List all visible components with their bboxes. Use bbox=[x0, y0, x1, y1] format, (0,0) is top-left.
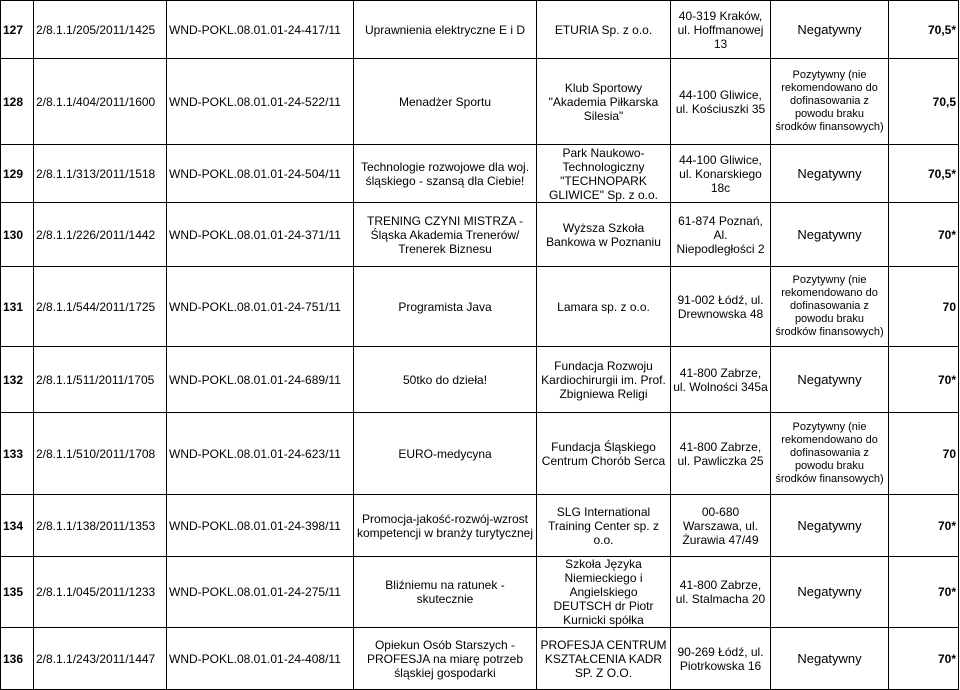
row-number: 127 bbox=[1, 1, 34, 59]
applicant-name: Fundacja Śląskiego Centrum Chorób Serca bbox=[537, 413, 671, 495]
application-code: 2/8.1.1/138/2011/1353 bbox=[34, 495, 167, 557]
score-value: 70* bbox=[889, 203, 959, 267]
project-number: WND-POKL.08.01.01-24-751/11 bbox=[167, 267, 354, 347]
score-value: 70* bbox=[889, 347, 959, 413]
project-title: Menadżer Sportu bbox=[354, 59, 537, 145]
project-title: Programista Java bbox=[354, 267, 537, 347]
status-badge: Negatywny bbox=[771, 628, 889, 690]
applicant-address: 00-680 Warszawa, ul. Żurawia 47/49 bbox=[671, 495, 771, 557]
row-number: 131 bbox=[1, 267, 34, 347]
applicant-name: Klub Sportowy "Akademia Piłkarska Silesia" bbox=[537, 59, 671, 145]
table-row bbox=[1, 557, 959, 628]
status-badge: Negatywny bbox=[771, 347, 889, 413]
status-badge: Negatywny bbox=[771, 495, 889, 557]
status-badge: Pozytywny (nie rekomendowano do dofinasowania z powodu braku środków finansowych) bbox=[771, 267, 889, 347]
applicant-address: 44-100 Gliwice, ul. Konarskiego 18c bbox=[671, 145, 771, 203]
project-title: Technologie rozwojowe dla woj. śląskiego - szansą dla Ciebie! bbox=[354, 145, 537, 203]
applicant-name: SLG International Training Center sp. z o.o. bbox=[537, 495, 671, 557]
score-value: 70,5* bbox=[889, 1, 959, 59]
project-number: WND-POKL.08.01.01-24-398/11 bbox=[167, 495, 354, 557]
row-number: 129 bbox=[1, 145, 34, 203]
applicant-name: Fundacja Rozwoju Kardiochirurgii im. Prof. Zbigniewa Religi bbox=[537, 347, 671, 413]
table-row bbox=[1, 203, 959, 267]
table-row bbox=[1, 495, 959, 557]
score-value: 70 bbox=[889, 413, 959, 495]
applicant-address: 44-100 Gliwice, ul. Kościuszki 35 bbox=[671, 59, 771, 145]
application-code: 2/8.1.1/313/2011/1518 bbox=[34, 145, 167, 203]
applicant-address: 40-319 Kraków, ul. Hoffmanowej 13 bbox=[671, 1, 771, 59]
project-number: WND-POKL.08.01.01-24-504/11 bbox=[167, 145, 354, 203]
project-title: EURO-medycyna bbox=[354, 413, 537, 495]
table-row bbox=[1, 59, 959, 145]
application-code: 2/8.1.1/544/2011/1725 bbox=[34, 267, 167, 347]
project-title: Opiekun Osób Starszych - PROFESJA na miarę potrzeb śląskiej gospodarki bbox=[354, 628, 537, 690]
row-number: 128 bbox=[1, 59, 34, 145]
row-number: 132 bbox=[1, 347, 34, 413]
score-value: 70* bbox=[889, 628, 959, 690]
project-number: WND-POKL.08.01.01-24-522/11 bbox=[167, 59, 354, 145]
table-row bbox=[1, 267, 959, 347]
applicant-name: PROFESJA CENTRUM KSZTAŁCENIA KADR SP. Z O.O. bbox=[537, 628, 671, 690]
application-code: 2/8.1.1/243/2011/1447 bbox=[34, 628, 167, 690]
project-number: WND-POKL.08.01.01-24-275/11 bbox=[167, 557, 354, 628]
row-number: 136 bbox=[1, 628, 34, 690]
application-code: 2/8.1.1/510/2011/1708 bbox=[34, 413, 167, 495]
applicant-address: 41-800 Zabrze, ul. Wolności 345a bbox=[671, 347, 771, 413]
application-code: 2/8.1.1/404/2011/1600 bbox=[34, 59, 167, 145]
project-number: WND-POKL.08.01.01-24-417/11 bbox=[167, 1, 354, 59]
applicant-name: ETURIA Sp. z o.o. bbox=[537, 1, 671, 59]
application-code: 2/8.1.1/045/2011/1233 bbox=[34, 557, 167, 628]
score-value: 70,5* bbox=[889, 145, 959, 203]
application-code: 2/8.1.1/511/2011/1705 bbox=[34, 347, 167, 413]
status-badge: Pozytywny (nie rekomendowano do dofinasowania z powodu braku środków finansowych) bbox=[771, 59, 889, 145]
table-row bbox=[1, 347, 959, 413]
status-badge: Negatywny bbox=[771, 203, 889, 267]
project-number: WND-POKL.08.01.01-24-623/11 bbox=[167, 413, 354, 495]
application-code: 2/8.1.1/205/2011/1425 bbox=[34, 1, 167, 59]
applicant-address: 91-002 Łódź, ul. Drewnowska 48 bbox=[671, 267, 771, 347]
applicant-name: Wyższa Szkoła Bankowa w Poznaniu bbox=[537, 203, 671, 267]
score-value: 70,5 bbox=[889, 59, 959, 145]
row-number: 135 bbox=[1, 557, 34, 628]
table-row bbox=[1, 413, 959, 495]
status-badge: Negatywny bbox=[771, 145, 889, 203]
status-badge: Negatywny bbox=[771, 557, 889, 628]
applicant-name: Lamara sp. z o.o. bbox=[537, 267, 671, 347]
applicant-address: 90-269 Łódź, ul. Piotrkowska 16 bbox=[671, 628, 771, 690]
application-code: 2/8.1.1/226/2011/1442 bbox=[34, 203, 167, 267]
project-title: Uprawnienia elektryczne E i D bbox=[354, 1, 537, 59]
project-number: WND-POKL.08.01.01-24-371/11 bbox=[167, 203, 354, 267]
row-number: 130 bbox=[1, 203, 34, 267]
row-number: 134 bbox=[1, 495, 34, 557]
applicant-address: 41-800 Zabrze, ul. Stalmacha 20 bbox=[671, 557, 771, 628]
status-badge: Negatywny bbox=[771, 1, 889, 59]
score-value: 70 bbox=[889, 267, 959, 347]
project-number: WND-POKL.08.01.01-24-689/11 bbox=[167, 347, 354, 413]
project-title: 50tko do dzieła! bbox=[354, 347, 537, 413]
row-number: 133 bbox=[1, 413, 34, 495]
project-title: Bliźniemu na ratunek - skutecznie bbox=[354, 557, 537, 628]
project-title: TRENING CZYNI MISTRZA - Śląska Akademia Trenerów/ Trenerek Biznesu bbox=[354, 203, 537, 267]
table-row bbox=[1, 628, 959, 690]
status-badge: Pozytywny (nie rekomendowano do dofinasowania z powodu braku środków finansowych) bbox=[771, 413, 889, 495]
table-row bbox=[1, 145, 959, 203]
table-row bbox=[1, 1, 959, 59]
score-value: 70* bbox=[889, 557, 959, 628]
applicant-name: Szkoła Języka Niemieckiego i Angielskiego DEUTSCH dr Piotr Kurnicki spółka bbox=[537, 557, 671, 628]
project-title: Promocja-jakość-rozwój-wzrost kompetencji w branży turytycznej bbox=[354, 495, 537, 557]
applicant-address: 61-874 Poznań, Al. Niepodległości 2 bbox=[671, 203, 771, 267]
project-number: WND-POKL.08.01.01-24-408/11 bbox=[167, 628, 354, 690]
score-value: 70* bbox=[889, 495, 959, 557]
applicant-name: Park Naukowo-Technologiczny "TECHNOPARK GLIWICE" Sp. z o.o. bbox=[537, 145, 671, 203]
applicant-address: 41-800 Zabrze, ul. Pawliczka 25 bbox=[671, 413, 771, 495]
